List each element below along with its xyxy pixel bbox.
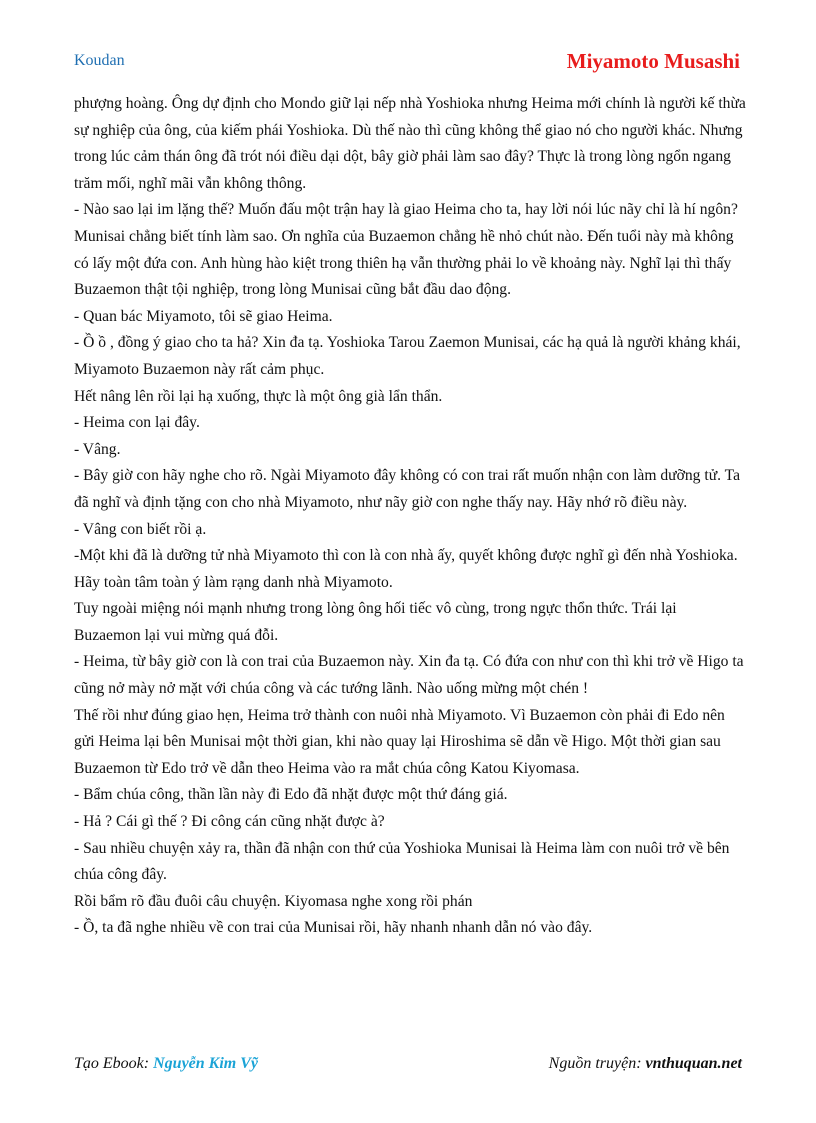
paragraph: - Heima, từ bây giờ con là con trai của Buzaemon này. Xin đa tạ. Có đứa con như con thì khi trở về Higo ta cũng nở mày nở mặt với chúa công và các tướng lãnh. Nào uống mừng một chén ! [74, 653, 744, 698]
header-title: Miyamoto Musashi [566, 49, 740, 73]
paragraph: - Bây giờ con hãy nghe cho rõ. Ngài Miyamoto đây không có con trai rất muốn nhận con làm dưỡng tử. Ta đã nghĩ và định tặng con cho nhà Miyamoto, như nãy giờ con nghe thấy nay. Hãy nhớ rõ điều này. [74, 467, 741, 511]
footer-credit [74, 1055, 258, 1073]
footer-source [549, 1055, 742, 1073]
header-book-section: Koudan [74, 52, 125, 69]
paragraph: - Vâng. [74, 440, 121, 458]
paragraph: Thế rồi như đúng giao hẹn, Heima trở thành con nuôi nhà Miyamoto. Vì Buzaemon còn phải đi Edo nên gửi Heima lại bên Munisai một thời gian, khi nào quay lại Hiroshima sẽ dẫn về Higo. Một thời gian sau Buzaemon từ Edo trở về dẫn theo Heima vào ra mắt chúa công Katou Kiyomasa. [74, 706, 725, 777]
footer-credit-label: Tạo Ebook [74, 1055, 144, 1072]
paragraph: - Bẩm chúa công, thần lần này đi Edo đã nhặt được một thứ đáng giá. [74, 786, 508, 804]
footer-source-separator: : [636, 1055, 646, 1072]
paragraph: - Nào sao lại im lặng thế? Muốn đấu một trận hay là giao Heima cho ta, hay lời nói lúc nãy chỉ là hí ngôn? [74, 201, 738, 219]
footer-author: Nguyễn Kim Vỹ [153, 1055, 258, 1072]
paragraph: - Heima con lại đây. [74, 414, 200, 432]
paragraph: Hết nâng lên rồi lại hạ xuống, thực là một ông già lẩn thẩn. [74, 387, 443, 405]
paragraph: - Vâng con biết rồi ạ. [74, 520, 207, 538]
paragraph: - Quan bác Miyamoto, tôi sẽ giao Heima. [74, 307, 333, 325]
paragraph: - Hả ? Cái gì thế ? Đi công cán cũng nhặt được à? [74, 813, 385, 831]
paragraph: Munisai chẳng biết tính làm sao. Ơn nghĩa của Buzaemon chẳng hề nhỏ chút nào. Đến tuổi này mà không có lấy một đứa con. Anh hùng hào kiệt trong thiên hạ vẫn thường phải lo về khoảng này. Nghĩ lại thì thấy Buzaemon thật tội nghiệp, trong lòng Munisai cũng bắt đầu dao động. [74, 227, 734, 299]
paragraph: - Ồ ồ , đồng ý giao cho ta hả? Xin đa tạ. Yoshioka Tarou Zaemon Munisai, các hạ quả là người khảng khái, Miyamoto Buzaemon này rất cảm phục. [74, 334, 741, 378]
footer-credit-separator: : [143, 1055, 154, 1072]
body-text [74, 91, 746, 942]
paragraph: Rồi bẩm rõ đầu đuôi câu chuyện. Kiyomasa nghe xong rồi phán [74, 892, 473, 910]
paragraph: phượng hoàng. Ông dự định cho Mondo giữ lại nếp nhà Yoshioka nhưng Heima mới chính là người kế thừa sự nghiệp của ông, của kiếm phái Yoshioka. Dù thế nào thì cũng không thể giao nó cho người khác. Nhưng trong lúc cảm thán ông đã trót nói điều dại dột, bây giờ phải làm sao đây? Thực là trong lòng ngổn ngang trăm mối, nghĩ mãi vẫn không thông. [74, 95, 746, 192]
paragraph: - Ồ, ta đã nghe nhiều về con trai của Munisai rồi, hãy nhanh nhanh dẫn nó vào đây. [74, 919, 593, 937]
footer-source-site: vnthuquan.net [645, 1055, 742, 1072]
paragraph: Tuy ngoài miệng nói mạnh nhưng trong lòng ông hối tiếc vô cùng, trong ngực thổn thức. Trái lại Buzaemon lại vui mừng quá đỗi. [74, 600, 677, 644]
paragraph: - Sau nhiều chuyện xảy ra, thần đã nhận con thứ của Yoshioka Munisai là Heima làm con nuôi trở về bên chúa công đây. [74, 839, 730, 884]
footer-source-label: Nguồn truyện [548, 1055, 637, 1072]
paragraph: -Một khi đã là dưỡng tử nhà Miyamoto thì con là con nhà ấy, quyết không được nghĩ gì đến nhà Yoshioka. Hãy toàn tâm toàn ý làm rạng danh nhà Miyamoto. [74, 547, 738, 591]
